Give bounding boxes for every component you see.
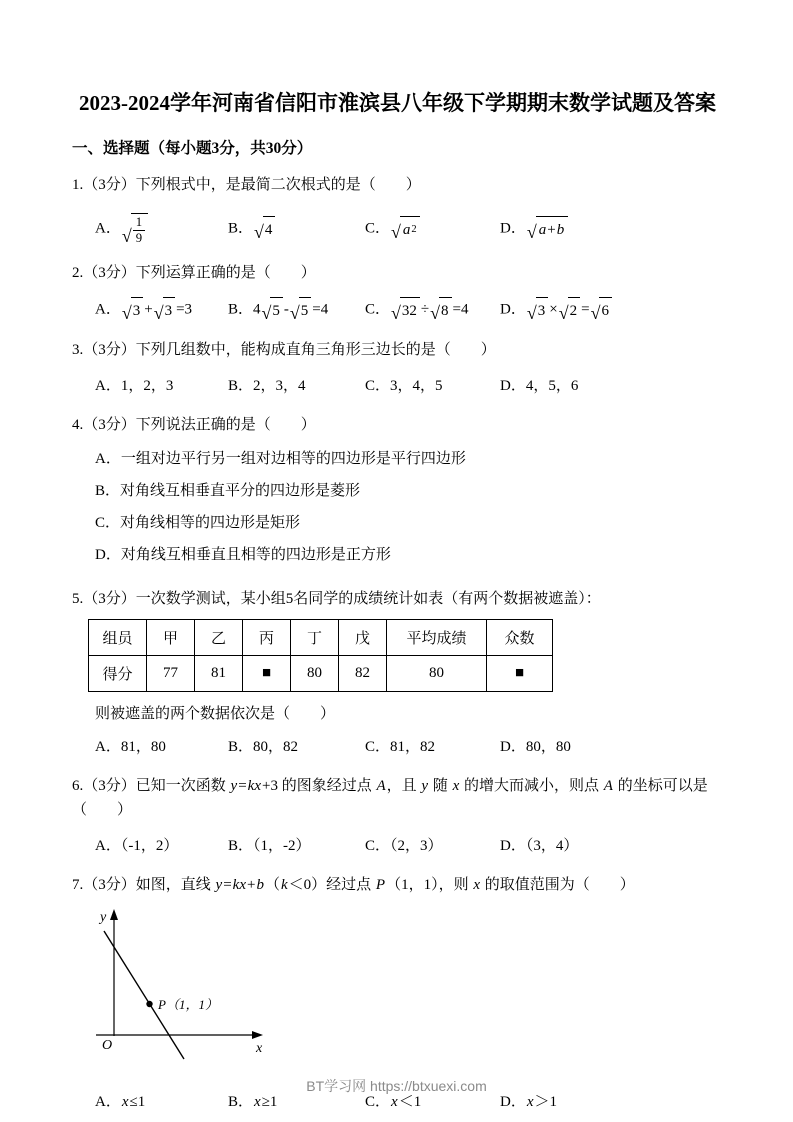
score-table-cell: 81 <box>195 655 243 691</box>
y-axis-arrow <box>110 909 118 920</box>
question-7-option-a: A．x≤1 <box>95 1093 146 1110</box>
score-table-header-row <box>89 619 553 655</box>
question-3 <box>72 338 723 398</box>
question-3-option-c: C．3，4，5 <box>365 377 443 394</box>
score-table <box>88 619 553 692</box>
point-p-label: P（1，1） <box>158 996 218 1012</box>
question-4-option-c: C．对角线相等的四边形是矩形 <box>95 515 301 531</box>
question-5-options <box>72 735 723 759</box>
score-table-header-cell: 组员 <box>89 619 147 655</box>
question-5-option-c: C．81，82 <box>365 738 436 755</box>
score-table-data-row <box>89 655 553 691</box>
score-table-cell: 80 <box>291 655 339 691</box>
question-7-graph-container <box>82 905 723 1078</box>
score-table-header-cell: 甲 <box>147 619 195 655</box>
question-6-option-a: A．（-1，2） <box>95 837 179 854</box>
question-5-option-d: D．80，80 <box>500 738 571 755</box>
question-1 <box>72 173 723 245</box>
question-1-option-d: D． √ a + b <box>500 216 723 242</box>
question-3-option-a: A．1，2，3 <box>95 377 174 394</box>
score-table-cell: ■ <box>487 655 553 691</box>
score-table-cell: 77 <box>147 655 195 691</box>
footer-link[interactable]: BT学习网 https://btxuexi.com <box>306 1078 487 1094</box>
question-2 <box>72 261 723 323</box>
x-axis-arrow <box>252 1031 263 1039</box>
question-4 <box>72 413 723 572</box>
score-table-header-cell: 丁 <box>291 619 339 655</box>
question-2-stem: 2.（3分）下列运算正确的是（ ） <box>72 264 316 281</box>
section-1-header: 一、选择题（每小题3分，共30分） <box>72 140 313 158</box>
page-title: 2023-2024学年河南省信阳市淮滨县八年级下学期期末数学试题及答案 <box>79 91 716 115</box>
x-axis-label: x <box>256 1040 263 1056</box>
question-2-option-d: D． √ 3 × √ 2 = √ 6 <box>500 297 723 323</box>
score-table-header-cell: 乙 <box>195 619 243 655</box>
question-7-option-d: D．x＞1 <box>500 1093 558 1110</box>
origin-label: O <box>102 1037 113 1053</box>
question-4-option-b: B．对角线互相垂直平分的四边形是菱形 <box>95 482 361 499</box>
score-table-cell: ■ <box>243 655 291 691</box>
question-6-option-b: B．（1，-2） <box>228 837 311 854</box>
question-4-option-a: A．一组对边平行另一组对边相等的四边形是平行四边形 <box>95 450 466 467</box>
question-6-option-c: C．（2，3） <box>365 837 443 854</box>
question-2-option-a: A． √ 3 + √ 3 =3 <box>95 297 228 323</box>
question-2-option-c: C． √ 32 ÷ √ 8 =4 <box>365 297 500 323</box>
question-6-options <box>72 834 723 858</box>
question-1-option-a: A． √ $\frac{1}{9}$ <box>95 213 228 245</box>
function-line <box>104 931 184 1059</box>
question-6-stem: 6.（3分）已知一次函数 y=kx+3 的图象经过点 A，且 y 随 x 的增大而减小，则点 A 的坐标可以是（ ） <box>72 777 708 818</box>
question-4-stem: 4.（3分）下列说法正确的是（ ） <box>72 416 316 433</box>
question-3-option-b: B．2，3，4 <box>228 377 306 394</box>
question-7-stem: 7.（3分）如图，直线 y=kx+b（k＜0）经过点 P（1，1），则 x 的取值范围为（ ） <box>72 876 635 893</box>
page-footer <box>0 1076 793 1096</box>
point-p-dot <box>146 1000 152 1006</box>
question-5-option-b: B．80，82 <box>228 738 299 755</box>
question-4-options <box>72 443 723 572</box>
question-4-option-d: D．对角线互相垂直且相等的四边形是正方形 <box>95 547 391 564</box>
question-1-options <box>72 213 723 245</box>
question-6 <box>72 774 723 858</box>
score-table-cell: 80 <box>387 655 487 691</box>
question-6-option-d: D．（3，4） <box>500 837 579 854</box>
score-table-header-cell: 众数 <box>487 619 553 655</box>
score-table-cell: 得分 <box>89 655 147 691</box>
question-7-graph <box>82 905 282 1073</box>
question-5-option-a: A．81，80 <box>95 738 166 755</box>
question-2-options <box>72 297 723 323</box>
question-2-option-b: B．4 √ 5 - √ 5 =4 <box>228 297 365 323</box>
question-3-options <box>72 374 723 398</box>
question-3-stem: 3.（3分）下列几组数中，能构成直角三角形三边长的是（ ） <box>72 341 496 358</box>
question-5-stem: 5.（3分）一次数学测试，某小组5名同学的成绩统计如表（有两个数据被遮盖）： <box>72 590 601 607</box>
question-7-option-b: B．x≥1 <box>228 1093 278 1110</box>
question-1-option-b: B． √ 4 <box>228 216 365 242</box>
question-5 <box>72 587 723 759</box>
score-table-header-cell: 平均成绩 <box>387 619 487 655</box>
question-1-stem: 1.（3分）下列根式中，是最简二次根式的是（ ） <box>72 177 421 194</box>
question-3-option-d: D．4，5，6 <box>500 377 579 394</box>
question-1-option-c: C． √ a 2 <box>365 216 500 242</box>
score-table-cell: 82 <box>339 655 387 691</box>
y-axis-label: y <box>100 909 107 925</box>
score-table-header-cell: 戊 <box>339 619 387 655</box>
score-table-header-cell: 丙 <box>243 619 291 655</box>
question-5-subline: 则被遮盖的两个数据依次是（ ） <box>95 705 336 722</box>
question-7-option-c: C．x＜1 <box>365 1093 422 1110</box>
